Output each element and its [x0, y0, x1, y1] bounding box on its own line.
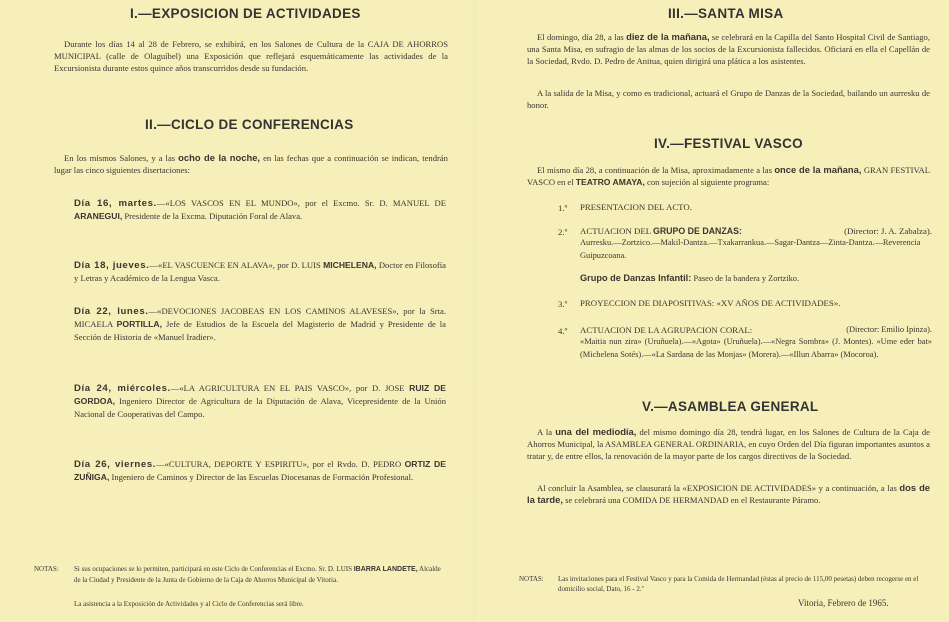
talk-item	[74, 259, 446, 285]
talk-speaker-role: Ingeniero de Caminos y Director de las Escuelas Diocesanas de Formación Profesional.	[111, 472, 414, 483]
danzas-group: GRUPO DE DANZAS:	[652, 226, 742, 236]
coral-heading: ACTUACION DE LA AGRUPACION CORAL:	[580, 325, 753, 335]
section-title-festival: IV.—FESTIVAL VASCO	[654, 136, 803, 151]
danzas-label: ACTUACION DEL	[580, 226, 651, 236]
program-item-diapositivas: PROYECCION DE DIAPOSITIVAS: «XV AÑOS DE ACTIVIDADES».	[580, 298, 841, 308]
note-text: Si sus ocupaciones se lo permiten, participará en este Ciclo de Conferencias el Excmo. Sr. D. LUIS	[74, 565, 352, 573]
talk-title: —«EL VASCUENCE EN ALAVA», por D. LUIS	[149, 260, 321, 270]
danzas-infantil-label: Grupo de Danzas Infantil:	[580, 273, 692, 284]
coral-director: (Director: Emilio Ipinza).	[846, 325, 932, 334]
asamblea-text-end: del mismo domingo día 28, tendrá lugar, en los Salones de Cultura de la Caja de Ahorros Municipal, la ASAMBLEA GENERAL ORDINARIA, en cuyo Orden del Día figuran importantes asuntos a tratar y, de entre ellos, la renovación de la mayor parte de los cargos directivos de la Sociedad.	[527, 427, 930, 461]
festival-venue: TEATRO AMAYA,	[575, 177, 645, 187]
talk-speaker-role: Doctor en Filosofía y Letras y Académico de la Lengua Vasca.	[74, 260, 446, 284]
comida-time: dos de la tarde,	[527, 482, 931, 505]
notes-text	[74, 564, 448, 585]
asamblea-text-start: A la	[537, 427, 553, 437]
danzas-heading-row	[580, 225, 932, 237]
place-date: Vitoria, Febrero de 1965.	[798, 598, 889, 608]
talk-speaker: PORTILLA,	[116, 319, 163, 330]
talk-title: —«LOS VASCOS EN EL MUNDO», por el Excmo. Sr. D. MANUEL DE	[156, 198, 446, 208]
section-title-exposicion: I.—EXPOSICION DE ACTIVIDADES	[130, 6, 361, 21]
misa-text-start: El domingo, día 28, a las	[537, 32, 624, 42]
talk-speaker: ORTIZ DE ZUÑIGA,	[74, 459, 446, 483]
talk-item	[74, 305, 446, 343]
talk-day: Día 22, lunes.	[74, 306, 149, 317]
talk-item	[74, 382, 446, 420]
talk-title: —«DEVOCIONES JACOBEAS EN LOS CAMINOS ALAVESES», por la Srta. MICAELA	[74, 306, 446, 330]
notes-invitaciones: Las invitaciones para el Festival Vasco y para la Comida de Hermandad (éstas al precio de 115,00 pesetas) deben recogerse en el domicilio social, Dato, 16 - 2.º	[558, 575, 919, 593]
talk-day: Día 16, martes.	[74, 198, 157, 209]
talk-speaker-role: Jefe de Estudios de la Escuela del Magisterio de Madrid y Presidente de la Sección de Historia de «Manuel Iradier».	[74, 319, 446, 342]
conferencias-intro	[54, 152, 448, 176]
notes-label: NOTAS:	[519, 575, 544, 583]
program-item-presentacion: PRESENTACION DEL ACTO.	[580, 202, 692, 212]
program-item-danzas	[580, 225, 932, 286]
danzas-infantil-row	[580, 272, 932, 285]
misa-danzas-text: A la salida de la Misa, y como es tradicional, actuará el Grupo de Danzas de la Sociedad, bailando un aurresku de honor.	[527, 88, 930, 110]
misa-text	[527, 31, 930, 67]
intro-text-end: en las fechas que a continuación se indican, tendrán lugar las cinco siguientes disertaciones:	[54, 153, 448, 175]
talk-day: Día 26, viernes.	[74, 459, 157, 470]
festival-name: GRAN FESTIVAL VASCO en el	[527, 165, 930, 187]
talk-item	[74, 458, 446, 484]
asamblea-text	[527, 426, 930, 462]
festival-intro-start: El mismo día 28, a continuación de la Misa, aproximadamente a las	[537, 165, 772, 175]
program-number: 3.º	[558, 299, 568, 309]
misa-text-end: se celebrará en la Capilla del Santo Hospital Civil de Santiago, una Santa Misa, en sufragio de las almas de los socios de la Excursionista fallecidos. Oficiará en ella el Capellán de la Sociedad, Rvdo. D. Pedro de Anitua, quien dirigirá una plática a los asistentes.	[527, 32, 930, 66]
section-title-misa: III.—SANTA MISA	[668, 6, 784, 21]
talk-speaker: MICHELENA,	[323, 260, 377, 270]
festival-intro-end: con sujeción al siguiente programa:	[647, 177, 770, 187]
talk-day: Día 18, jueves.	[74, 260, 150, 271]
coral-heading-row	[580, 324, 932, 336]
left-page	[0, 0, 474, 622]
talk-speaker: RUIZ DE GORDOA,	[74, 383, 446, 407]
talk-speaker-role: Ingeniero Director de Agricultura de la Diputación de Alava, Vicepresidente de la Unión Nacional de Cooperativas del Campo.	[74, 396, 446, 419]
danzas-list: Aurresku.—Zortzico.—Makil-Dantza.—Txakarrankua.—Sagar-Dantza—Zinta-Dantza.—Reverencia Guipuzcoana.	[580, 238, 921, 260]
intro-time: ocho de la noche,	[178, 152, 261, 163]
danzas-director: (Director: J. A. Zabalza).	[844, 226, 932, 236]
talk-title: —«CULTURA, DEPORTE Y ESPIRITU», por el Rvdo. D. PEDRO	[156, 459, 402, 469]
section-title-asamblea: V.—ASAMBLEA GENERAL	[642, 399, 819, 414]
talk-title: —«LA AGRICULTURA EN EL PAIS VASCO», por D. JOSE	[170, 383, 405, 393]
festival-time: once de la mañana,	[774, 164, 862, 175]
danzas-heading	[580, 225, 742, 237]
program-number: 2.º	[558, 227, 568, 237]
talk-speaker: ARANEGUI,	[74, 211, 123, 222]
asamblea-time: una del mediodía,	[555, 426, 637, 437]
comida-text-start: Al concluir la Asamblea, se clausurará la «EXPOSICION DE ACTIVIDADES» y a continuación, a las	[537, 483, 897, 493]
right-page	[476, 0, 949, 622]
danzas-infantil-text: Paseo de la bandera y Zortziko.	[693, 274, 800, 284]
talk-item	[74, 197, 446, 223]
note-text-end: Alcalde de la Ciudad y Presidente de la Junta de Gobierno de la Caja de Ahorros Municipal de Vitoria.	[74, 565, 441, 584]
comida-text	[527, 482, 930, 506]
coral-list: «Maitia nun zira» (Uruñuela).—«Agota» (Uruñuela).—«Negra Sombra» (J. Montes). «Ume eder bat» (Michelena Sotés).—«La Sardana de las Monjas» (Morera).—«Illun Abarra» (Mocoroa).	[580, 337, 932, 359]
note-name: IBARRA LANDETE,	[353, 566, 418, 573]
section-title-conferencias: II.—CICLO DE CONFERENCIAS	[145, 117, 354, 132]
note-attendance: La asistencia a la Exposición de Actividades y al Ciclo de Conferencias será libre.	[74, 600, 304, 608]
festival-intro	[527, 164, 930, 188]
program-number: 4.º	[558, 326, 568, 336]
program-number: 1.º	[558, 203, 568, 213]
talk-day: Día 24, miércoles.	[74, 383, 171, 394]
notes-label: NOTAS:	[34, 565, 59, 573]
misa-time: diez de la mañana,	[626, 31, 710, 42]
intro-text: En los mismos Salones, y a las	[64, 153, 176, 163]
exposicion-text: Durante los días 14 al 28 de Febrero, se exhibirá, en los Salones de Cultura de la CAJA DE AHORROS MUNICIPAL (calle de Olaguíbel) una Exposición que reflejará esquemáticamente las actividades de la Excursionista durante estos quince años transcurridos desde su fundación.	[54, 39, 448, 73]
program-item-coral	[580, 324, 932, 361]
talk-speaker-role: Presidente de la Excma. Diputación Foral de Alava.	[124, 211, 303, 222]
comida-text-end: se celebrará una COMIDA DE HERMANDAD en el Restaurante Páramo.	[565, 495, 821, 505]
